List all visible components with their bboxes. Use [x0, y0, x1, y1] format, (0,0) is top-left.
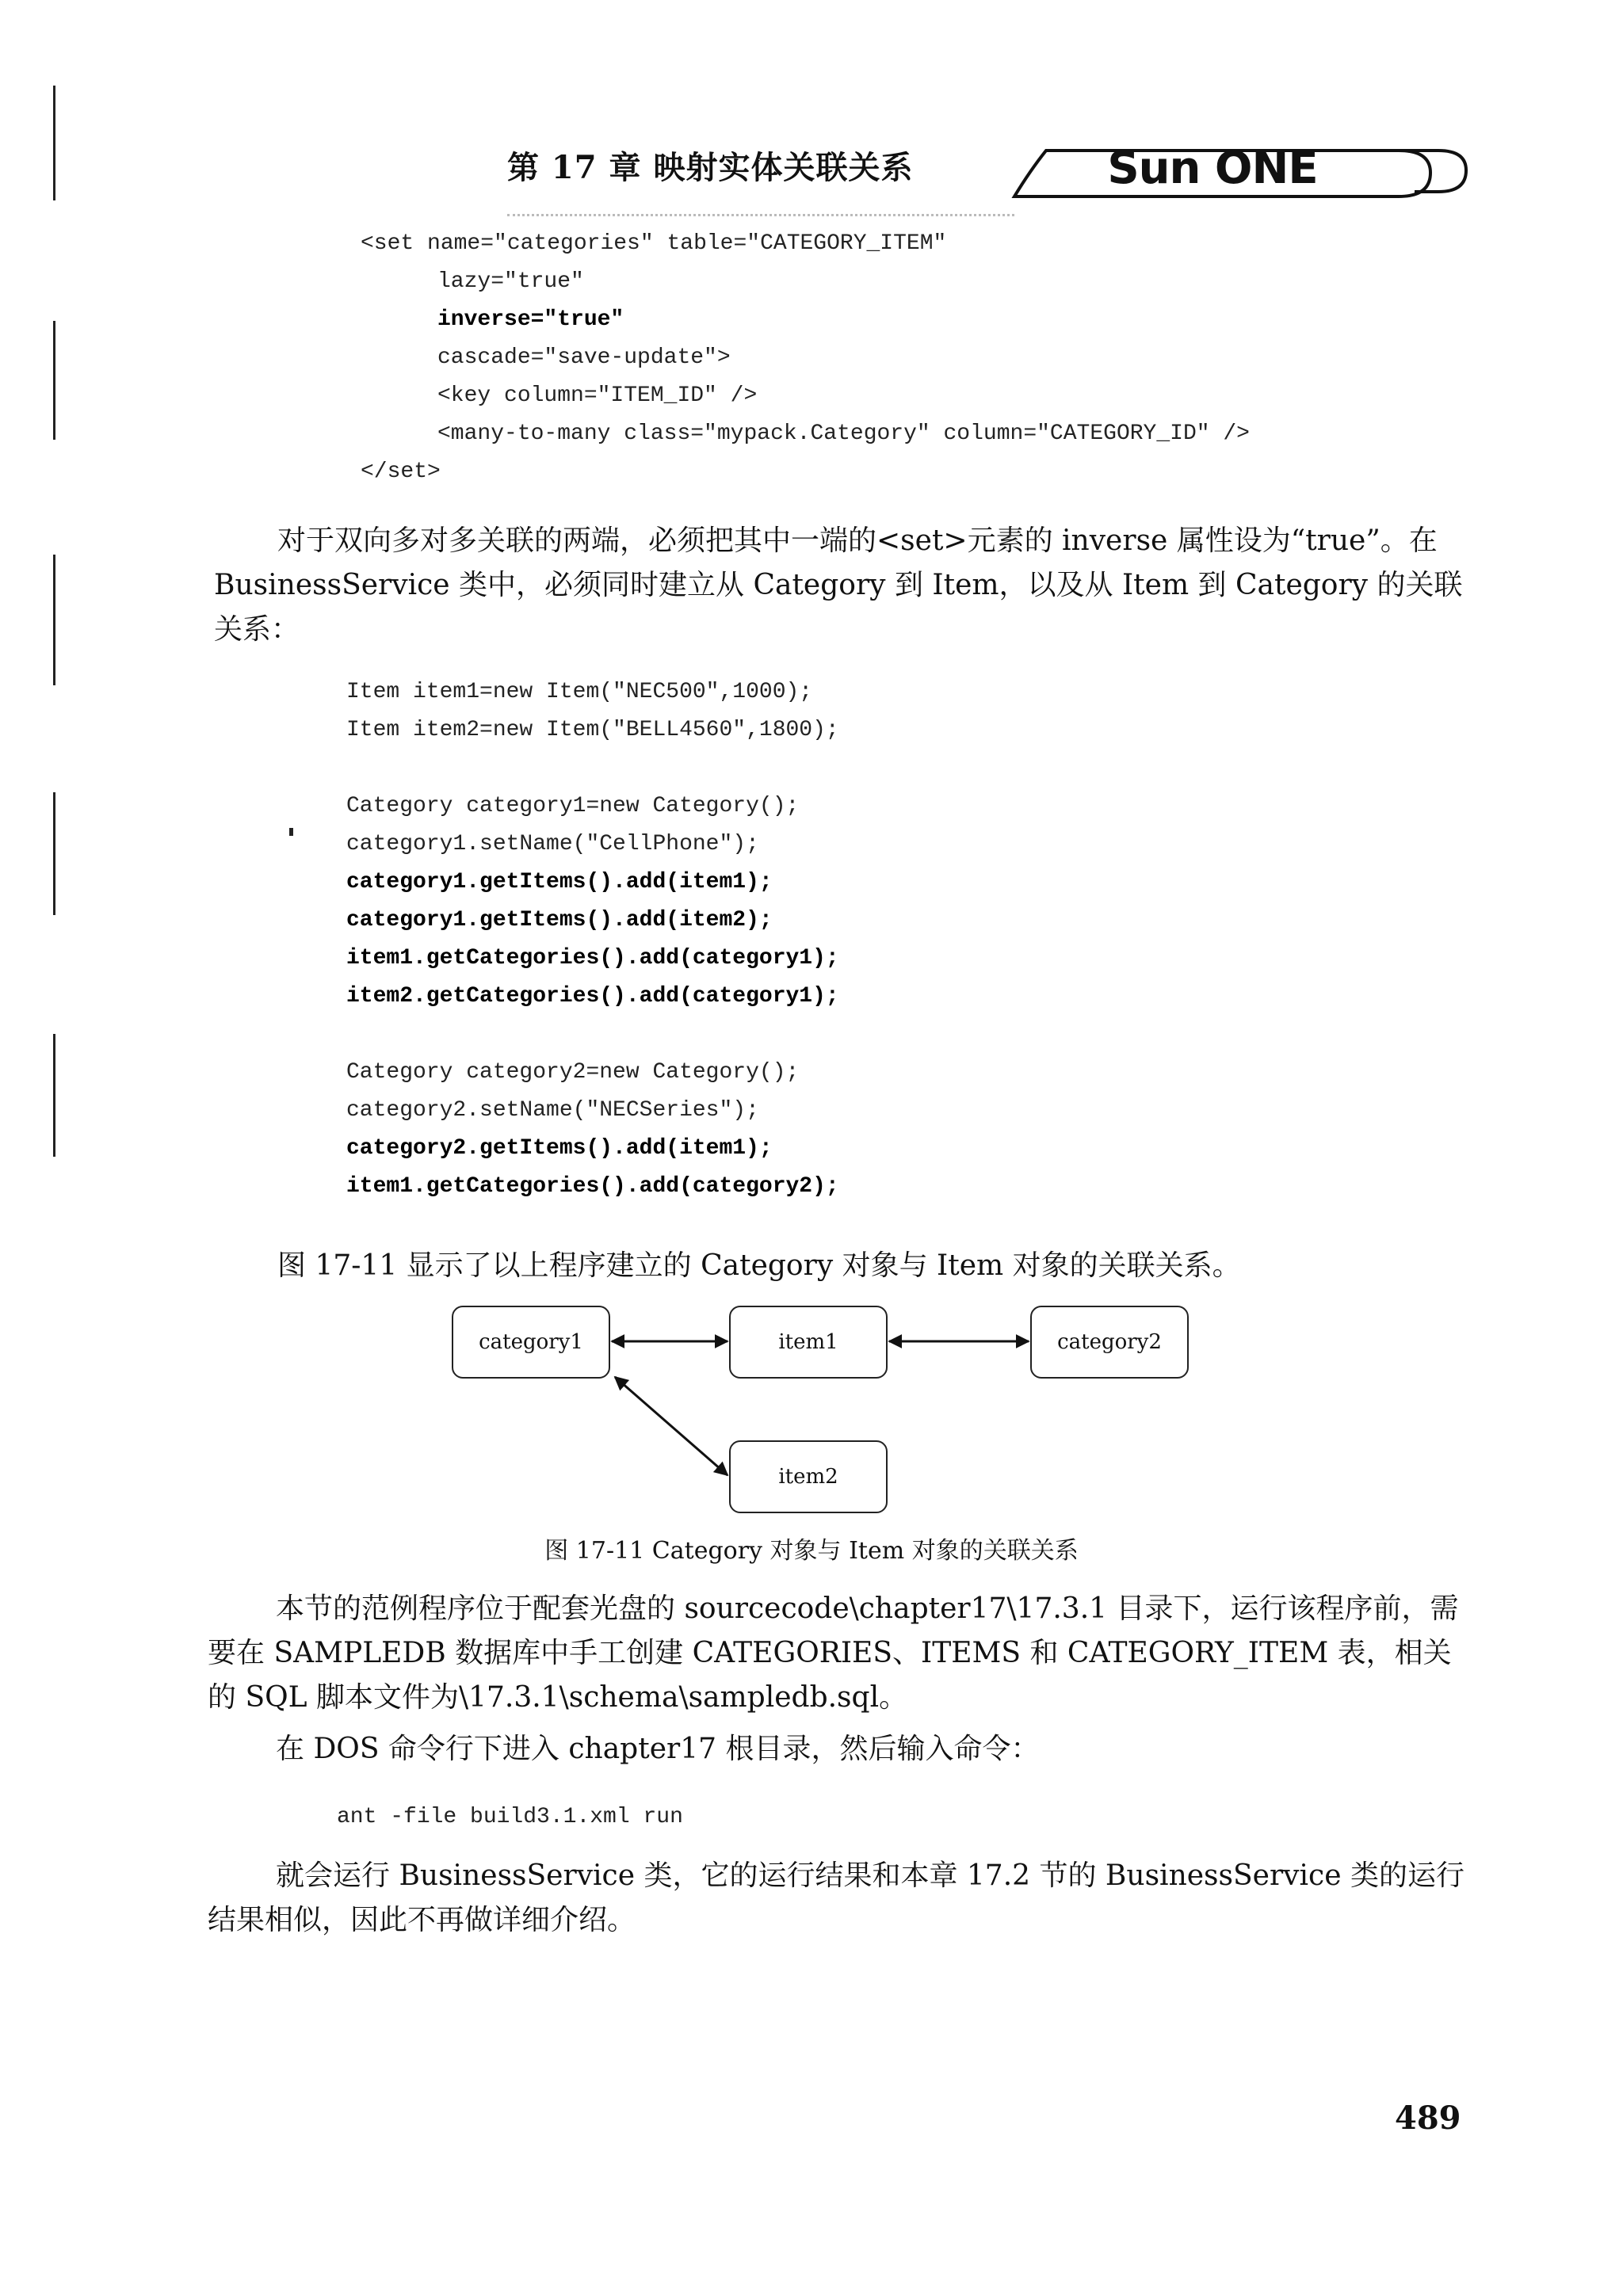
code-line: cascade="save-update"> — [437, 345, 731, 370]
code-block-set-mapping — [361, 225, 1250, 491]
code-line: Item item1=new Item("NEC500",1000); — [346, 680, 813, 704]
code-line: category1.getItems().add(item1); — [346, 870, 773, 894]
chapter-title: 第 17 章 映射实体关联关系 — [507, 149, 914, 186]
code-line — [346, 1016, 839, 1054]
code-line: Category category2=new Category(); — [346, 1060, 800, 1085]
change-bar — [53, 1034, 55, 1157]
change-bar — [53, 792, 55, 915]
paragraph-dos-command: 在 DOS 命令行下进入 chapter17 根目录，然后输入命令： — [276, 1733, 1040, 1765]
paragraph-sample-location: 本节的范例程序位于配套光盘的 sourcecode\chapter17\17.3.1 目录下，运行该程序前，需要在 SAMPLEDB 数据库中手工创建 CATEGORIES、ITEMS 和 CATEGORY_ITEM 表，相关的 SQL 脚本文件为\17.3.1\schema\sampledb.sql。 — [208, 1592, 1459, 1714]
running-header — [507, 135, 1474, 222]
arrow-category1-item2 — [615, 1377, 727, 1475]
margin-dot — [289, 828, 293, 836]
code-line — [346, 749, 839, 788]
association-diagram — [428, 1291, 1220, 1529]
code-line: <many-to-many class="mypack.Category" column="CATEGORY_ID" /> — [437, 421, 1250, 446]
change-bar — [53, 321, 55, 440]
change-bar — [53, 555, 55, 685]
paragraph-inverse-explanation: 对于双向多对多关联的两端，必须把其中一端的<set>元素的 inverse 属性设为“true”。在 BusinessService 类中，必须同时建立从 Category 到 Item，以及从 Item 到 Category 的关联关系： — [214, 524, 1463, 646]
code-line: category2.getItems().add(item1); — [346, 1136, 773, 1161]
header-rule — [507, 214, 1014, 216]
page-number: 489 — [1395, 2100, 1461, 2137]
paragraph-figure-reference: 图 17-11 显示了以上程序建立的 Category 对象与 Item 对象的关联关系。 — [277, 1249, 1241, 1282]
code-line: category1.setName("CellPhone"); — [346, 832, 759, 856]
code-line: category2.setName("NECSeries"); — [346, 1098, 759, 1123]
figure-caption: 图 17-11 Category 对象与 Item 对象的关联关系 — [544, 1537, 1079, 1565]
code-line: <set name="categories" table="CATEGORY_ITEM" — [361, 231, 947, 256]
sun-one-logo — [999, 135, 1474, 206]
command-line: ant -file build3.1.xml run — [337, 1805, 683, 1829]
code-line: </set> — [361, 460, 441, 484]
node-item1: item1 — [729, 1306, 888, 1379]
code-line: Item item2=new Item("BELL4560",1800); — [346, 718, 839, 742]
paragraph-run-result: 就会运行 BusinessService 类，它的运行结果和本章 17.2 节的 BusinessService 类的运行结果相似，因此不再做详细介绍。 — [208, 1859, 1465, 1936]
code-line: item1.getCategories().add(category1); — [346, 946, 839, 971]
code-line: <key column="ITEM_ID" /> — [437, 383, 758, 408]
logo-text: Sun ONE — [1107, 143, 1318, 194]
code-block-business-service — [346, 673, 839, 1206]
node-category1: category1 — [452, 1306, 610, 1379]
code-line: category1.getItems().add(item2); — [346, 908, 773, 933]
code-line: item1.getCategories().add(category2); — [346, 1174, 839, 1199]
code-line: Category category1=new Category(); — [346, 794, 800, 818]
change-bar — [53, 86, 55, 200]
code-line: inverse="true" — [437, 307, 624, 332]
code-line: item2.getCategories().add(category1); — [346, 984, 839, 1009]
node-category2: category2 — [1030, 1306, 1189, 1379]
code-line: lazy="true" — [437, 269, 584, 294]
node-item2: item2 — [729, 1440, 888, 1513]
